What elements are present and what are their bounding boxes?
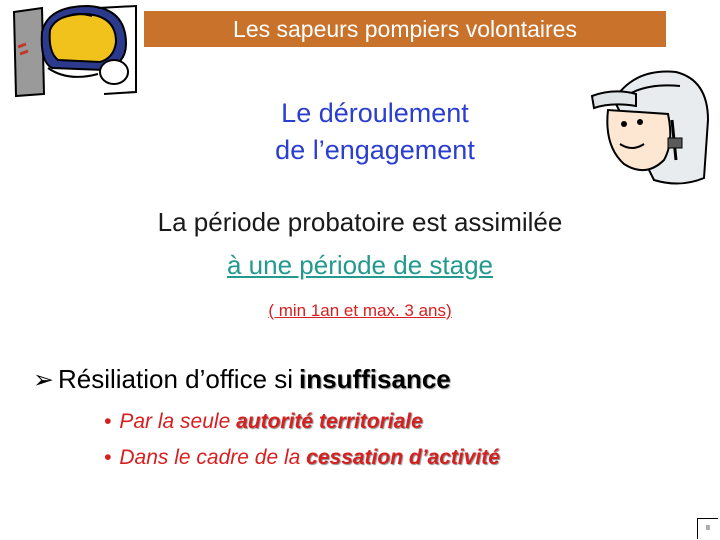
- subtitle-line-1: Le déroulement: [281, 98, 469, 128]
- list-item-emphasis: autorité territoriale: [236, 410, 423, 433]
- firefighter-helmet-icon: [8, 2, 138, 98]
- list-item-text: Par la seule: [119, 410, 231, 433]
- list-item: [104, 446, 500, 470]
- duration-note: ( min 1an et max. 3 ans): [268, 301, 452, 320]
- stage-period-link[interactable]: à une période de stage: [227, 250, 493, 280]
- page-mark-label: II: [706, 525, 710, 532]
- bullet-icon: •: [104, 446, 112, 469]
- main-point: [33, 364, 451, 395]
- page-corner-mark: [697, 518, 718, 539]
- section-subtitle: [200, 95, 550, 169]
- statement-line-1: La période probatoire est assimilée: [157, 207, 563, 237]
- subtitle-line-2: de l’engagement: [275, 135, 475, 165]
- list-item-emphasis: cessation d’activité: [306, 446, 500, 469]
- arrow-bullet-icon: ➢: [33, 365, 54, 394]
- list-item-text: Dans le cadre de la: [119, 446, 301, 469]
- firefighter-face-icon: [584, 60, 714, 190]
- main-point-emphasis: insuffisance: [299, 364, 451, 394]
- bullet-icon: •: [104, 410, 112, 433]
- title-bar: [144, 11, 666, 47]
- main-point-text: Résiliation d’office si: [57, 364, 294, 394]
- page-title: Les sapeurs pompiers volontaires: [233, 15, 577, 42]
- list-item: [104, 410, 423, 434]
